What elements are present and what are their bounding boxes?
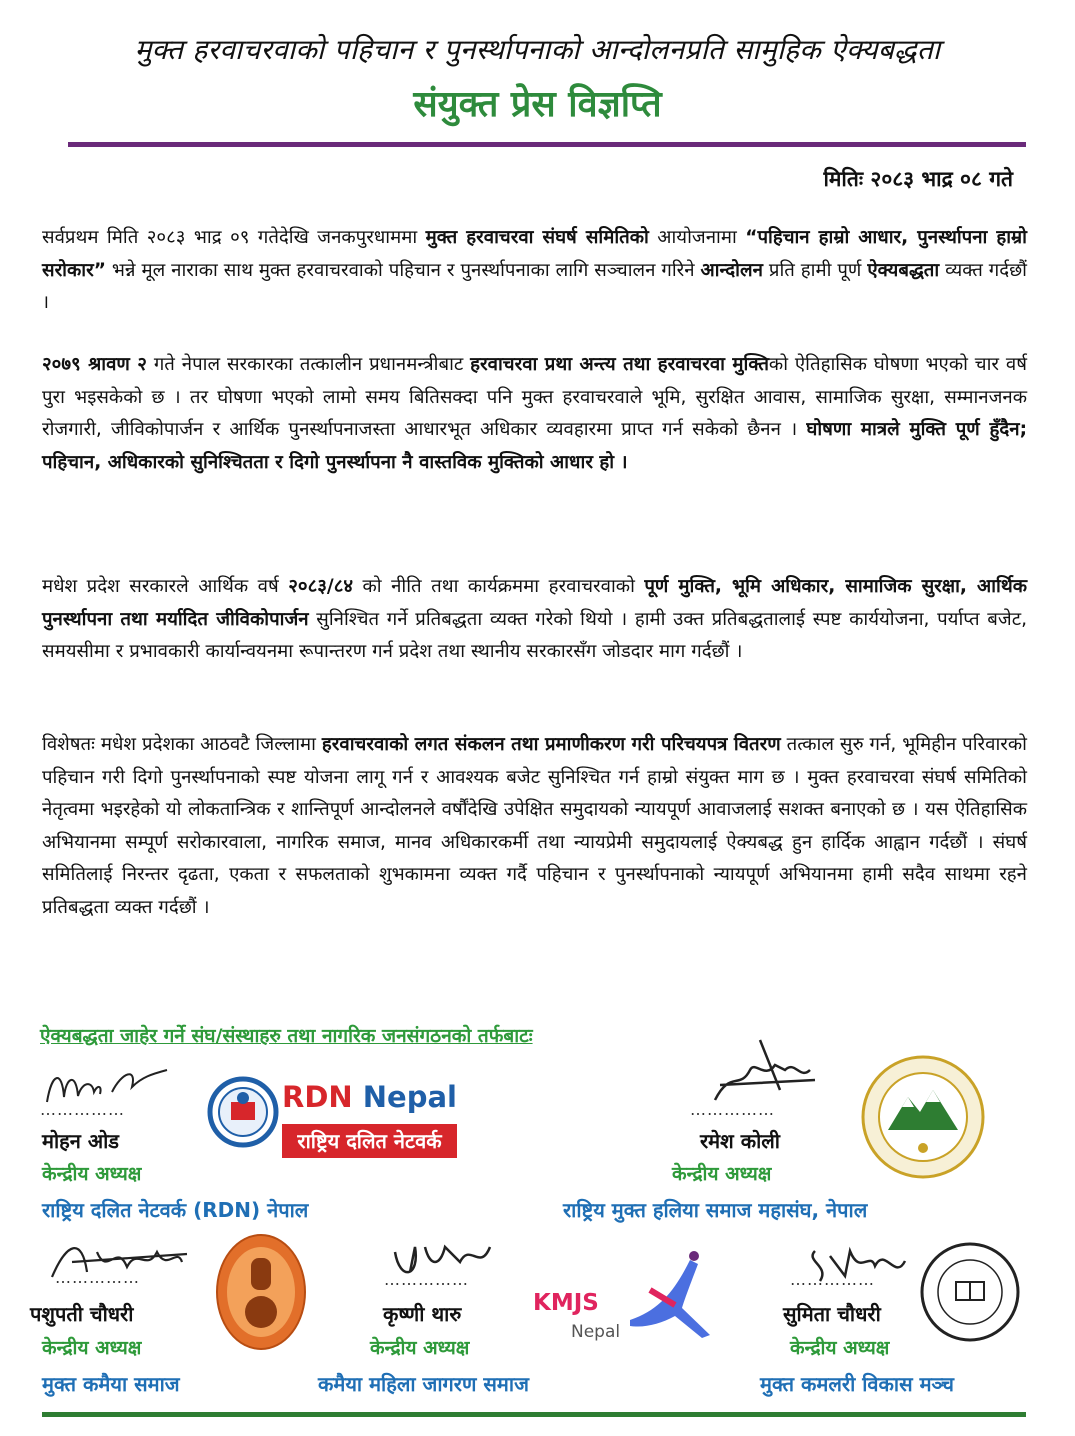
signature-line-4: …………… xyxy=(384,1270,469,1289)
bold-segment: “पहिचान हाम्रो आधार, पुनर्स्थापना हाम्रो सरोकार” xyxy=(42,227,1027,281)
bold-segment: ऐक्यबद्धता xyxy=(867,259,940,281)
bold-segment: आन्दोलन xyxy=(700,259,763,281)
paragraph-1 xyxy=(42,222,1027,320)
signatory-4-role: केन्द्रीय अध्यक्ष xyxy=(370,1337,470,1359)
bold-segment: २०७९ श्रावण २ xyxy=(42,354,147,375)
signature-line-3: …………… xyxy=(55,1268,140,1287)
text-segment: विशेषतः मधेश प्रदेशका आठवटै जिल्लामा xyxy=(42,734,322,755)
text-segment: व्यक्त गर्दछौं । xyxy=(42,259,1027,313)
kmjs-dancer-icon xyxy=(620,1250,720,1344)
text-segment: सुनिश्चित गर्ने प्रतिबद्धता व्यक्त गरेको थियो । हामी उक्त प्रतिबद्धतालाई स्पष्ट कार्ययोजना, पर्याप्त बजेट, समयसीमा र प्रभावकारी कार्यान्वयनमा रूपान्तरण गर्न प्रदेश तथा स्थानीय सरकारसँग जोडदार माग गर्दछौं । xyxy=(42,608,1028,662)
rdn-emblem-icon xyxy=(207,1072,279,1164)
text-segment: मधेश प्रदेश सरकारले आर्थिक वर्ष xyxy=(42,576,289,597)
text-segment: भन्ने मूल नाराका साथ मुक्त हरवाचरवाको पहिचान र पुनर्स्थापनाका लागि सञ्चालन गरिने xyxy=(105,259,701,281)
bold-segment: पूर्ण मुक्ति, भूमि अधिकार, सामाजिक सुरक्षा, आर्थिक पुनर्स्थापना तथा मर्यादित जीविकोपार्जन xyxy=(42,576,1027,630)
document-title: संयुक्त प्रेस विज्ञप्ति xyxy=(413,84,662,125)
haliya-federation-seal-icon xyxy=(858,1052,988,1186)
bold-segment: २०८३/८४ xyxy=(288,576,354,597)
signatory-1-name: मोहन ओड xyxy=(42,1129,119,1153)
rdn-logo-subtitle: राष्ट्रिय दलित नेटवर्क xyxy=(282,1124,457,1158)
signatory-3-role: केन्द्रीय अध्यक्ष xyxy=(42,1337,142,1359)
bold-segment: हरवाचरवाको लगत संकलन तथा प्रमाणीकरण गरी परिचयपत्र वितरण xyxy=(321,734,781,755)
signatory-5-name: सुमिता चौधरी xyxy=(783,1302,881,1326)
signature-2 xyxy=(700,1030,830,1110)
signatory-2-org: राष्ट्रिय मुक्त हलिया समाज महासंघ, नेपाल xyxy=(563,1198,868,1222)
signatory-4-org: कमैया महिला जागरण समाज xyxy=(318,1372,529,1396)
signatory-4-name: कृष्णी थारु xyxy=(383,1302,462,1326)
text-segment: गते नेपाल सरकारका तत्कालीन प्रधानमन्त्रीबाट xyxy=(146,354,471,375)
bold-segment: घोषणा मात्रले मुक्ति पूर्ण हुँदैन; पहिचान, अधिकारको सुनिश्चितता र दिगो पुनर्स्थापना नै वास्तविक मुक्तिको आधार हो । xyxy=(42,419,1028,473)
kmjs-logo-text: KMJS xyxy=(533,1290,599,1316)
signatory-5-role: केन्द्रीय अध्यक्ष xyxy=(790,1337,890,1359)
text-segment: प्रति हामी पूर्ण xyxy=(762,259,868,281)
signatory-3-name: पशुपती चौधरी xyxy=(30,1302,134,1326)
paragraph-3 xyxy=(42,571,1027,669)
signatory-1-role: केन्द्रीय अध्यक्ष xyxy=(42,1163,142,1185)
bottom-divider xyxy=(42,1412,1026,1417)
signatory-2-role: केन्द्रीय अध्यक्ष xyxy=(672,1163,772,1185)
text-segment: को ऐतिहासिक घोषणा भएको चार वर्ष पुरा भइसकेको छ । तर घोषणा भएको लामो समय बितिसक्दा पनि मुक्त हरवाचरवाले भूमि, सुरक्षित आवास, सामाजिक सुरक्षा, सम्मानजनक रोजगारी, जीविकोपार्जन र आर्थिक पुनर्स्थापनाजस्ता आधारभूत अधिकार व्यवहारमा प्राप्त गर्न सकेको छैनन । xyxy=(42,354,1027,440)
paragraph-4 xyxy=(42,729,1027,924)
text-segment: आयोजनामा xyxy=(648,227,746,248)
bold-segment: मुक्त हरवाचरवा संघर्ष समितिको xyxy=(425,227,649,248)
signature-line-5: …………… xyxy=(790,1270,875,1289)
text-segment: को नीति तथा कार्यक्रममा हरवाचरवाको xyxy=(353,576,645,597)
kmjs-logo-subtitle: Nepal xyxy=(571,1322,621,1342)
top-divider xyxy=(68,142,1026,147)
bold-segment: हरवाचरवा प्रथा अन्त्य तथा हरवाचरवा मुक्ति xyxy=(470,354,769,375)
paragraph-2 xyxy=(42,349,1027,479)
signatory-1-org: राष्ट्रिय दलित नेटवर्क (RDN) नेपाल xyxy=(42,1198,309,1222)
signature-line-2: …………… xyxy=(690,1100,775,1119)
kamaiya-samaj-seal-icon xyxy=(215,1232,307,1356)
signatory-2-name: रमेश कोली xyxy=(700,1129,780,1153)
text-segment: तत्काल सुरु गर्न, भूमिहीन परिवारको पहिचान गरी दिगो पुनर्स्थापनाको स्पष्ट योजना लागू गर्न र आवश्यक बजेट सुनिश्चित गर्न हाम्रो संयुक्त माग छ । मुक्त हरवाचरवा संघर्ष समितिको नेतृत्वमा भइरहेको यो लोकतान्त्रिक र शान्तिपूर्ण आन्दोलनले वर्षौंदेखि उपेक्षित समुदायको न्यायपूर्ण आवाजलाई सशक्त बनाएको छ । यस ऐतिहासिक अभियानमा सम्पूर्ण सरोकारवाला, नागरिक समाज, मानव अधिकारकर्मी तथा न्यायप्रेमी समुदायलाई ऐक्यबद्ध हुन हार्दिक आह्वान गर्दछौं । संघर्ष समितिलाई निरन्तर दृढता, एकता र सफलताको शुभकामना व्यक्त गर्दै पहिचान र पुनर्स्थापनाको न्यायपूर्ण अभियानमा हामी सदैव साथमा रहने प्रतिबद्धता व्यक्त गर्दछौं । xyxy=(42,734,1027,918)
signatory-5-org: मुक्त कमलरी विकास मञ्च xyxy=(760,1372,954,1396)
signature-line-1: …………… xyxy=(40,1100,125,1119)
signatory-3-org: मुक्त कमैया समाज xyxy=(42,1372,180,1396)
document-date: मितिः २०८३ भाद्र ०८ गते xyxy=(823,167,1013,191)
rdn-logo-text: RDN Nepal xyxy=(282,1080,457,1114)
solidarity-label: ऐक्यबद्धता जाहेर गर्ने संघ/संस्थाहरु तथा नागरिक जनसंगठनको तर्फबाटः xyxy=(40,1025,533,1047)
text-segment: सर्वप्रथम मिति २०८३ भाद्र ०९ गतेदेखि जनकपुरधाममा xyxy=(42,227,426,248)
kamlari-manch-stamp-icon xyxy=(918,1240,1022,1348)
document-heading: मुक्त हरवाचरवाको पहिचान र पुनर्स्थापनाको आन्दोलनप्रति सामुहिक ऐक्यबद्धता xyxy=(134,33,941,66)
